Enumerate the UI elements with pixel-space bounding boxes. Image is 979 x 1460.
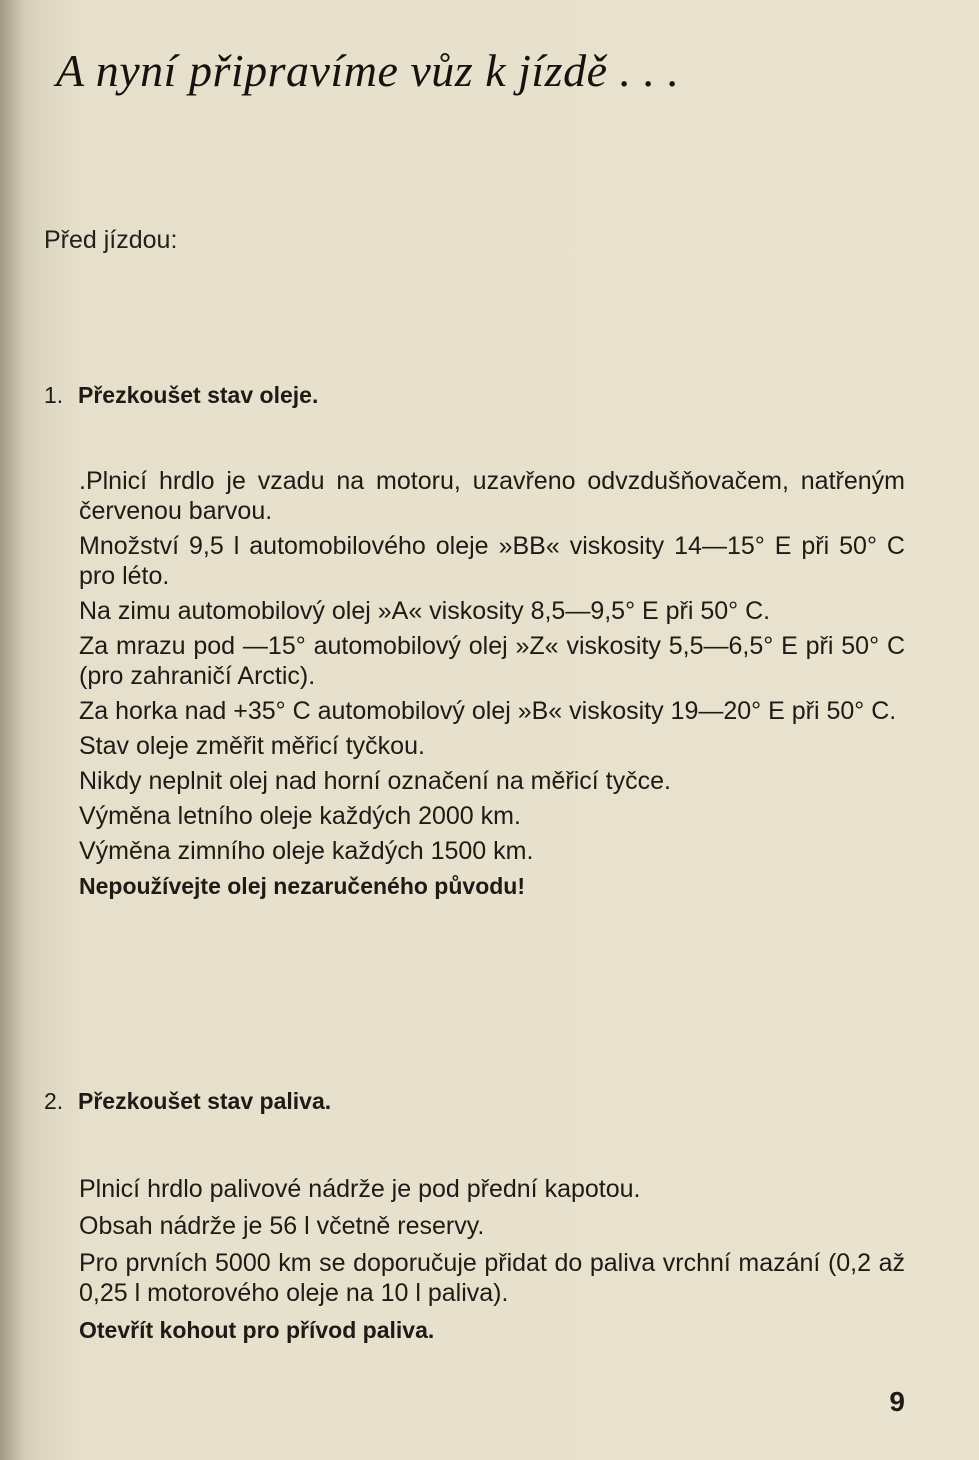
- instruction-line: Za horka nad +35° C automobilový olej »B« viskosity 19—20° E při 50° C.: [79, 697, 897, 725]
- page-heading: A nyní připravíme vůz k jízdě . . .: [56, 45, 680, 96]
- instruction-line: Nikdy neplnit olej nad horní označení na měřicí tyčce.: [79, 767, 671, 795]
- page-number: 9: [889, 1386, 905, 1417]
- section-title-oil: [44, 382, 318, 409]
- section-title-text: Přezkoušet stav oleje.: [78, 382, 319, 408]
- instruction-line: Množství 9,5 l automobilového oleje »BB« viskosity 14—15° E při 50° C pro léto.: [79, 532, 905, 590]
- fuel-instruction-emphasis: Otevřít kohout pro přívod paliva.: [79, 1317, 435, 1343]
- instruction-line: Obsah nádrže je 56 l včetně reservy.: [79, 1212, 485, 1240]
- instruction-line: .Plnicí hrdlo je vzadu na motoru, uzavřeno odvzdušňovačem, natřeným červenou barvou.: [79, 467, 905, 525]
- page-binding-shadow: [0, 0, 24, 1460]
- instruction-line: Výměna letního oleje každých 2000 km.: [79, 802, 521, 830]
- instruction-line: Na zimu automobilový olej »A« viskosity 8,5—9,5° E při 50° C.: [79, 597, 771, 625]
- intro-text: Před jízdou:: [44, 226, 178, 254]
- instruction-line: Za mrazu pod —15° automobilový olej »Z« viskosity 5,5—6,5° E při 50° C (pro zahraničí Arctic).: [79, 632, 905, 690]
- oil-instructions: [79, 466, 905, 906]
- section-title-text: Přezkoušet stav paliva.: [78, 1088, 332, 1114]
- instruction-line: Stav oleje změřit měřicí tyčkou.: [79, 732, 425, 760]
- section-number: 1.: [44, 382, 64, 408]
- instruction-line: Plnicí hrdlo palivové nádrže je pod přední kapotou.: [79, 1175, 641, 1203]
- fuel-instructions: [79, 1174, 905, 1352]
- instruction-line: Výměna zimního oleje každých 1500 km.: [79, 837, 534, 865]
- oil-warning: Nepoužívejte olej nezaručeného původu!: [79, 873, 526, 899]
- instruction-line: Pro prvních 5000 km se doporučuje přidat do paliva vrchní mazání (0,2 až 0,25 l motorového oleje na 10 l paliva).: [79, 1249, 905, 1307]
- section-title-fuel: [44, 1088, 331, 1115]
- section-number: 2.: [44, 1088, 64, 1114]
